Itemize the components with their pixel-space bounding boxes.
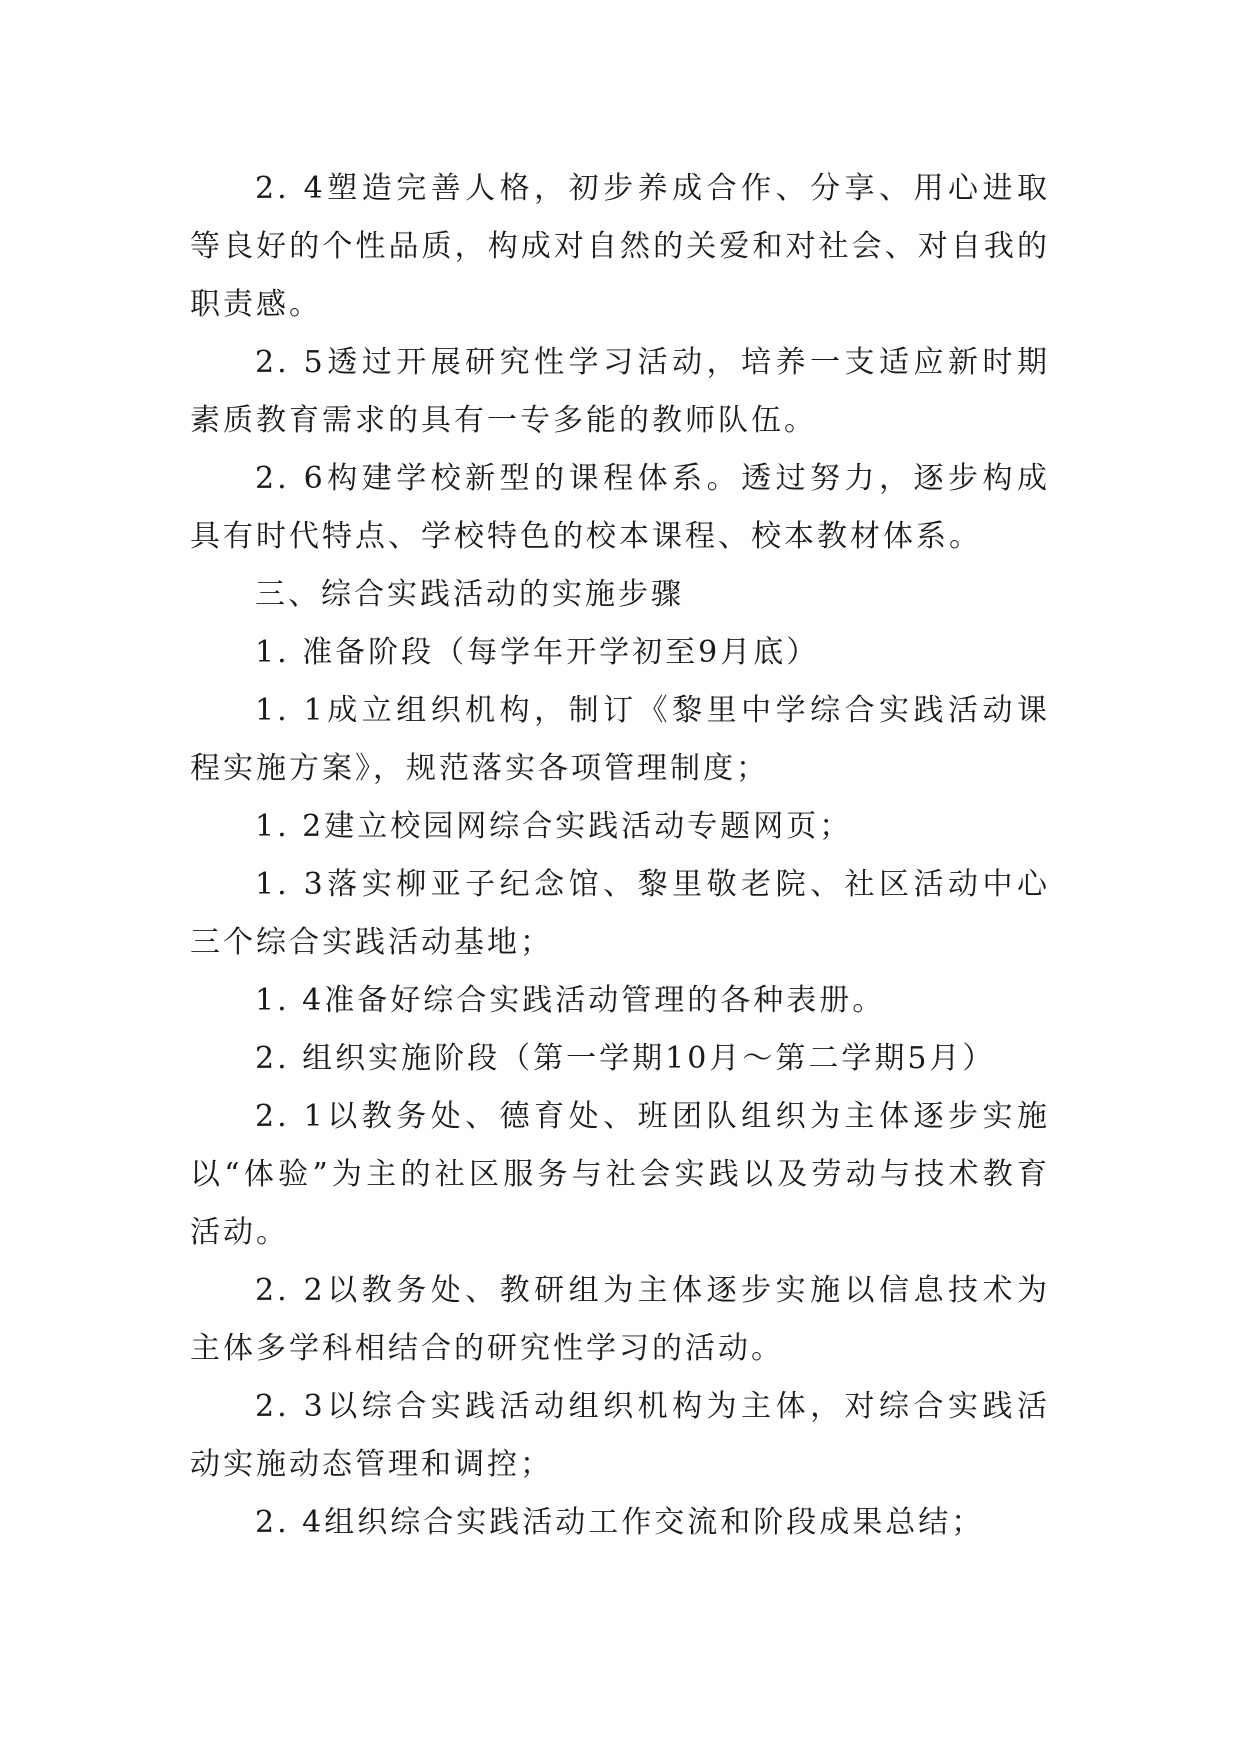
paragraph-1-2: 1. 2建立校园网综合实践活动专题网页； [255, 809, 853, 844]
paragraph-1-4: 1. 4准备好综合实践活动管理的各种表册。 [255, 983, 886, 1018]
paragraph-2-4-summary: 2. 4组织综合实践活动工作交流和阶段成果总结； [255, 1505, 985, 1540]
paragraph-2-5: 2. 5透过开展研究性学习活动，培养一支适应新时期素质教育需求的具有一专多能的教师队伍。 [190, 345, 1050, 438]
paragraph-2-3: 2. 3以综合实践活动组织机构为主体，对综合实践活动实施动态管理和调控； [190, 1389, 1050, 1482]
paragraph-2-2: 2. 2以教务处、教研组为主体逐步实施以信息技术为主体多学科相结合的研究性学习的活动。 [190, 1273, 1050, 1366]
paragraph-stage-2: 2. 组织实施阶段（第一学期10月～第二学期5月） [255, 1041, 996, 1076]
paragraph-2-6: 2. 6构建学校新型的课程体系。透过努力，逐步构成具有时代特点、学校特色的校本课程、校本教材体系。 [190, 461, 1050, 554]
paragraph-stage-1: 1. 准备阶段（每学年开学初至9月底） [255, 635, 820, 670]
paragraph-1-1: 1. 1成立组织机构，制订《黎里中学综合实践活动课程实施方案》，规范落实各项管理制度； [190, 693, 1050, 786]
section-heading-implementation-steps: 三、综合实践活动的实施步骤 [255, 577, 684, 612]
paragraph-2-4: 2. 4塑造完善人格，初步养成合作、分享、用心进取等良好的个性品质，构成对自然的关爱和对社会、对自我的职责感。 [190, 171, 1050, 322]
paragraph-1-3: 1. 3落实柳亚子纪念馆、黎里敬老院、社区活动中心三个综合实践活动基地； [190, 867, 1050, 960]
paragraph-2-1: 2. 1以教务处、德育处、班团队组织为主体逐步实施以“体验”为主的社区服务与社会实践以及劳动与技术教育活动。 [190, 1099, 1050, 1250]
document-body [190, 160, 1050, 1552]
